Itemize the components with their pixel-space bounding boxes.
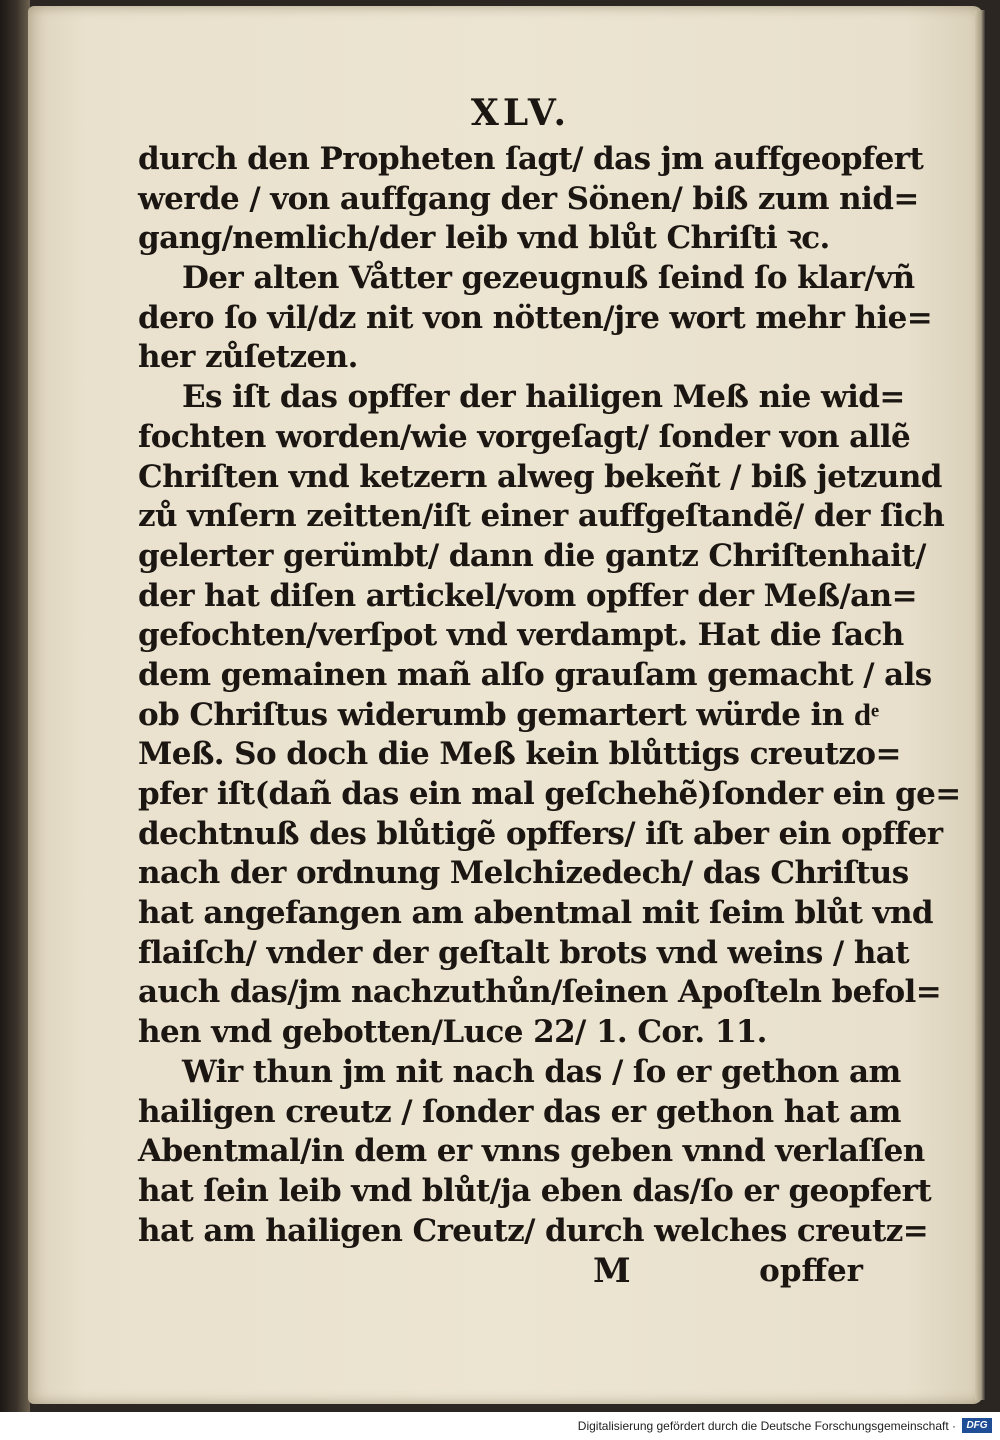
text-line: werde / von auffgang der Sönen/ biß zum nid= bbox=[138, 180, 919, 217]
text-line: auch das/jm nachzuthůn/ſeinen Apoſteln befol= bbox=[138, 974, 942, 1011]
catchword-row bbox=[138, 1251, 863, 1291]
text-line: her zůſetzen. bbox=[138, 339, 358, 376]
text-line: gelerter gerümbt/ dann die gantz Chriſtenhait/ bbox=[138, 537, 926, 574]
text-line: Wir thun jm nit nach das / ſo er gethon am bbox=[182, 1053, 901, 1090]
text-line: gefochten/verſpot vnd verdampt. Hat die ſach bbox=[138, 617, 904, 654]
signature-mark: M bbox=[593, 1251, 631, 1292]
text-line: dero ſo vil/dz nit von nötten/jre wort mehr hie= bbox=[138, 299, 933, 336]
text-line: Meß. So doch die Meß kein blůttigs creutzo= bbox=[138, 736, 901, 773]
text-line: gang/nemlich/der leib vnd blůt Chriſti ꝛc. bbox=[138, 220, 830, 257]
text-line: hen vnd gebotten/Luce 22/ 1. Cor. 11. bbox=[138, 1014, 767, 1051]
text-block bbox=[138, 86, 961, 1292]
catchword: opffer bbox=[759, 1253, 863, 1290]
text-line: hailigen creutz / ſonder das er gethon hat am bbox=[138, 1093, 901, 1130]
text-line: zů vnſern zeitten/iſt einer auffgeſtandẽ/ der ſich bbox=[138, 498, 945, 535]
text-line: nach der ordnung Melchizedech/ das Chriſtus bbox=[138, 855, 909, 892]
text-line: durch den Propheten ſagt/ das jm auffgeopfert bbox=[138, 141, 924, 177]
page-edge bbox=[975, 10, 985, 1400]
book-page bbox=[28, 6, 983, 1404]
text-line: Abentmal/in dem er vnns geben vnnd verlaſſen bbox=[138, 1133, 925, 1170]
text-line: pfer iſt(dañ das ein mal geſchehẽ)ſonder ein ge= bbox=[138, 776, 961, 812]
text-line: flaiſch/ vnder der geſtalt brots vnd weins / hat bbox=[138, 934, 909, 971]
funding-credit: Digitalisierung gefördert durch die Deutsche Forschungsgemeinschaft · bbox=[577, 1419, 956, 1433]
text-line: ob Chriſtus widerumb gemartert würde in dͤ bbox=[138, 696, 879, 733]
text-line: Der alten Våtter gezeugnuß ſeind ſo klar/vñ bbox=[182, 260, 915, 297]
text-line: Es iſt das opffer der hailigen Meß nie wid= bbox=[182, 379, 905, 416]
book-spine bbox=[0, 0, 30, 1412]
text-line: hat angefangen am abentmal mit ſeim blůt vnd bbox=[138, 895, 933, 932]
text-line: dechtnuß des blůtigẽ opffers/ iſt aber ein opffer bbox=[138, 815, 943, 852]
text-line: dem gemainen mañ alſo grauſam gemacht / als bbox=[138, 656, 932, 693]
folio-number: XLV. bbox=[470, 92, 571, 134]
dfg-logo: DFG bbox=[962, 1418, 992, 1433]
text-line: der hat diſen artickel/vom opffer der Meß/an= bbox=[138, 577, 917, 614]
text-line: fochten worden/wie vorgeſagt/ ſonder von allẽ bbox=[138, 418, 911, 455]
text-line: hat ſein leib vnd blůt/ja eben das/ſo er geopfert bbox=[138, 1172, 932, 1209]
text-line: hat am hailigen Creutz/ durch welches creutz= bbox=[138, 1212, 929, 1249]
text-line: Chriſten vnd ketzern alweg bekeñt / biß jetzund bbox=[138, 458, 942, 495]
footer-bar bbox=[0, 1412, 1000, 1440]
